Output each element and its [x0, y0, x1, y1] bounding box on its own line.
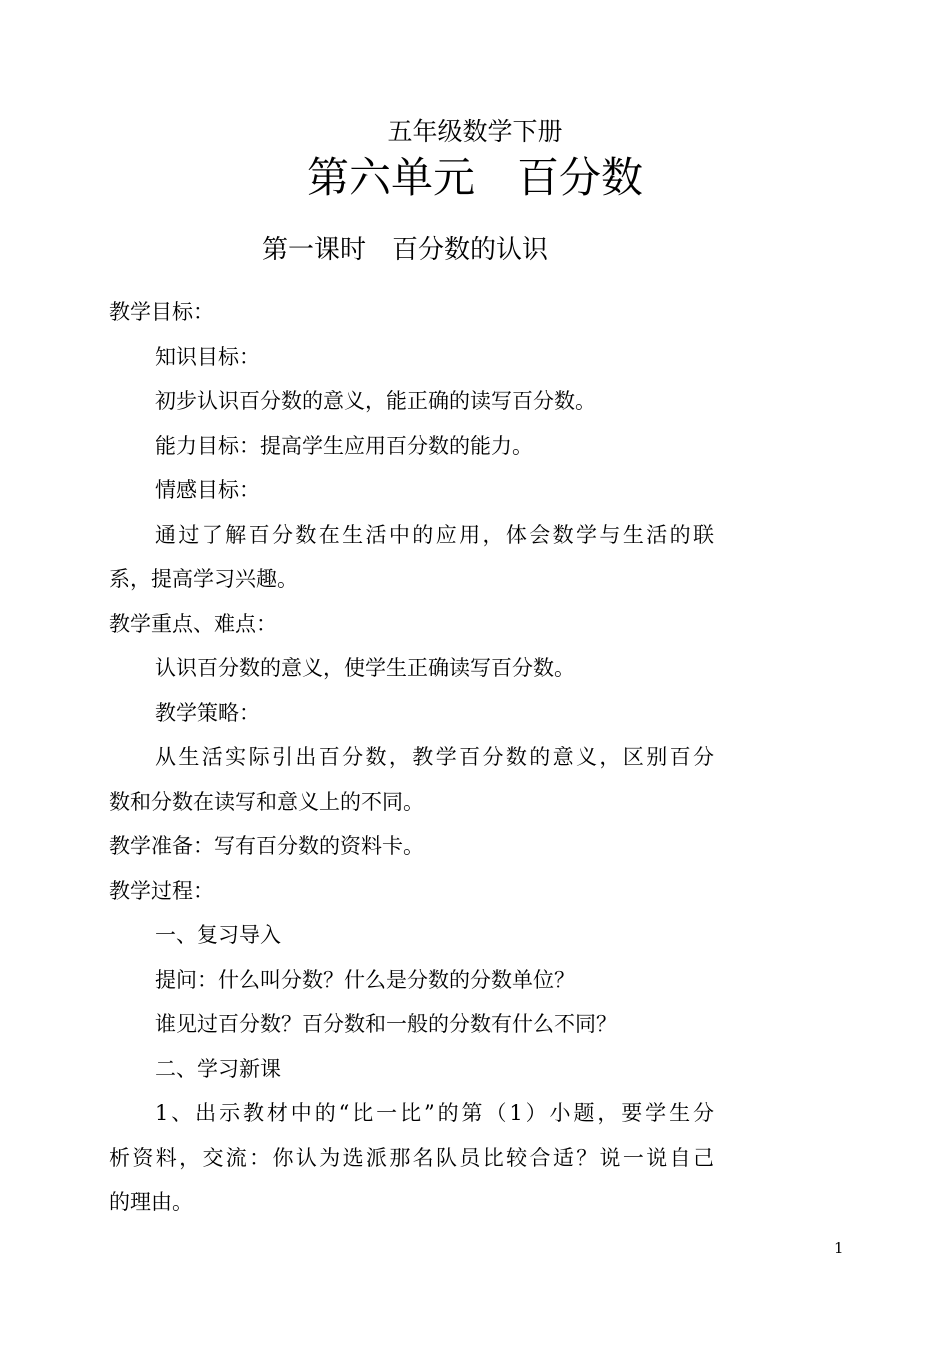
- step-two-item-1-line-1: 1、出示教材中的“比一比”的第（1）小题，要学生分: [155, 1101, 714, 1125]
- strategy-label: 教学策略：: [155, 700, 260, 725]
- step-two-item-1-line-2: 析资料，交流：你认为选派那名队员比较合适？说一说自己: [109, 1145, 714, 1170]
- emotion-objective-text-line-1: 通过了解百分数在生活中的应用，体会数学与生活的联: [155, 522, 714, 547]
- lesson-title: 第一课时 百分数的认识: [262, 235, 549, 265]
- section-heading-process: 教学过程：: [109, 878, 214, 903]
- unit-title: 第六单元 百分数: [306, 153, 643, 202]
- section-heading-preparation: 教学准备：写有百分数的资料卡。: [109, 834, 424, 858]
- step-one-heading: 一、复习导入: [155, 923, 281, 947]
- step-two-heading: 二、学习新课: [155, 1056, 281, 1081]
- section-heading-objectives: 教学目标：: [109, 300, 214, 324]
- step-two-item-1-line-3: 的理由。: [109, 1190, 193, 1214]
- strategy-text-line-2: 数和分数在读写和意义上的不同。: [109, 789, 424, 814]
- document-body: [109, 290, 714, 1225]
- key-points-text: 认识百分数的意义，使学生正确读写百分数。: [155, 656, 575, 680]
- section-heading-key-points: 教学重点、难点：: [109, 611, 277, 636]
- knowledge-objective-text: 初步认识百分数的意义，能正确的读写百分数。: [155, 389, 596, 413]
- step-one-question-2: 谁见过百分数？百分数和一般的分数有什么不同？: [155, 1012, 617, 1036]
- step-one-question-1: 提问：什么叫分数？什么是分数的分数单位？: [155, 967, 575, 992]
- emotion-objective-text-line-2: 系，提高学习兴趣。: [109, 567, 298, 591]
- ability-objective-text: 能力目标：提高学生应用百分数的能力。: [155, 433, 533, 458]
- knowledge-objective-label: 知识目标：: [155, 344, 260, 369]
- emotion-objective-label: 情感目标：: [155, 478, 260, 502]
- grade-title: 五年级数学下册: [387, 117, 563, 146]
- strategy-text-line-1: 从生活实际引出百分数，教学百分数的意义，区别百分: [155, 745, 714, 769]
- page-number: 1: [834, 1239, 844, 1257]
